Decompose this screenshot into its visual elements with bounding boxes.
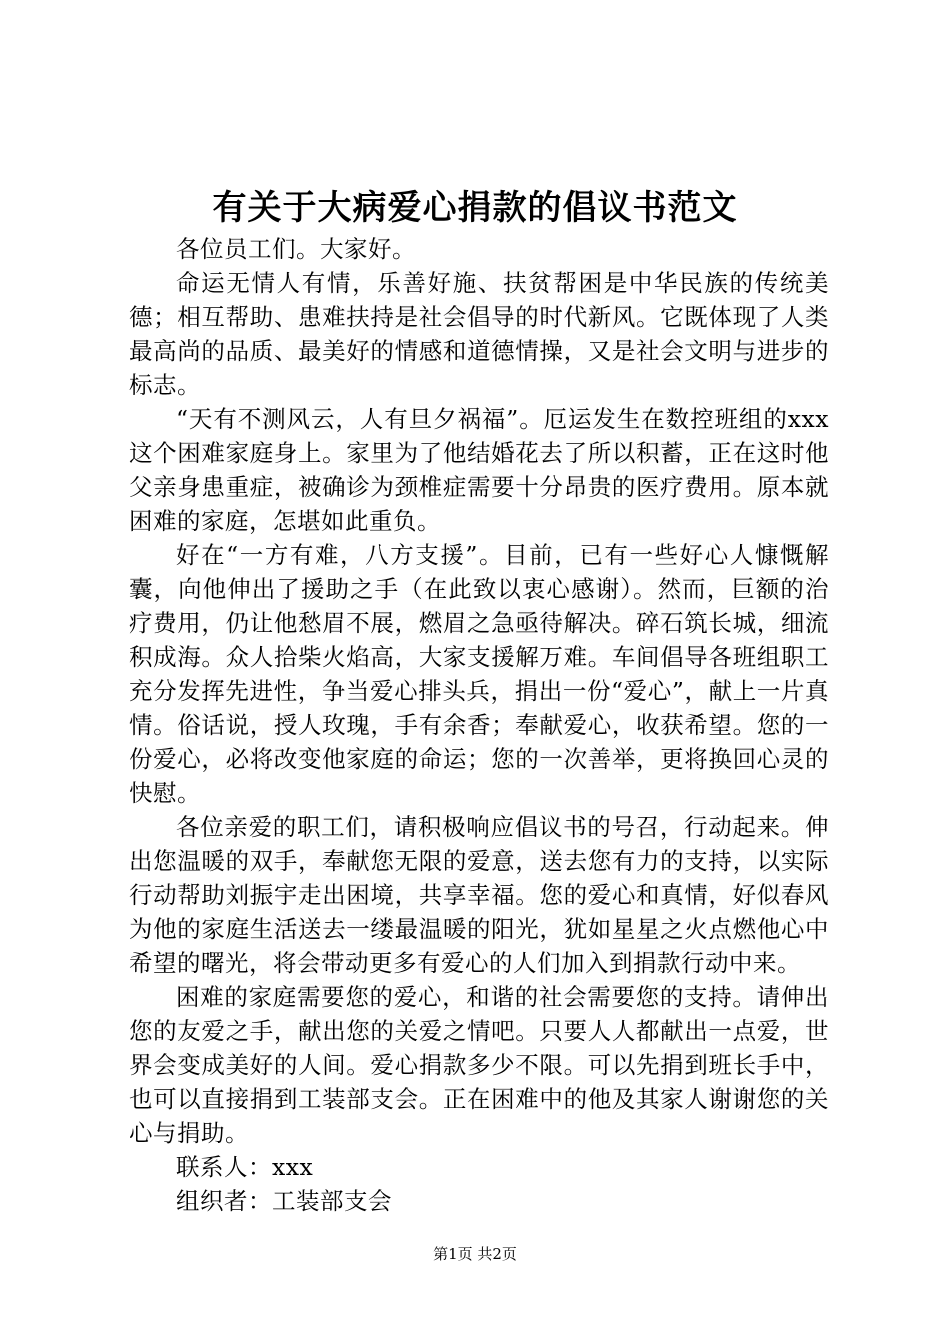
contact-line: 联系人：xxx — [176, 1153, 314, 1181]
page-footer: 第1页 共2页 — [433, 1245, 517, 1263]
body-paragraph: 困难的家庭需要您的爱心，和谐的社会需要您的支持。请伸出您的友爱之手，献出您的关爱之情吧。只要人人都献出一点爱，世界会变成美好的人间。爱心捐款多少不限。可以先捐到班长手中，也可以直接捐到工装部支会。正在困难中的他及其家人谢谢您的关心与捐助。 — [129, 983, 829, 1147]
body-paragraph: 各位亲爱的职工们，请积极响应倡议书的号召，行动起来。伸出您温暖的双手，奉献您无限的爱意，送去您有力的支持，以实际行动帮助刘振宇走出困境，共享幸福。您的爱心和真情，好似春风为他的家庭生活送去一缕最温暖的阳光，犹如星星之火点燃他心中希望的曙光，将会带动更多有爱心的人们加入到捐款行动中来。 — [129, 813, 829, 977]
body-paragraph: “天有不测风云，人有旦夕祸福”。厄运发生在数控班组的xxx这个困难家庭身上。家里为了他结婚花去了所以积蓄，正在这时他父亲身患重症，被确诊为颈椎症需要十分昂贵的医疗费用。原本就困难的家庭，怎堪如此重负。 — [129, 405, 829, 535]
body-paragraph: 命运无情人有情，乐善好施、扶贫帮困是中华民族的传统美德；相互帮助、患难扶持是社会倡导的时代新风。它既体现了人类最高尚的品质、最美好的情感和道德情操，又是社会文明与进步的标志。 — [129, 269, 829, 399]
document-body — [129, 232, 829, 1218]
document-title: 有关于大病爱心捐款的倡议书范文 — [212, 188, 738, 228]
body-paragraph: 好在“一方有难，八方支援”。目前，已有一些好心人慷慨解囊，向他伸出了援助之手（在此致以衷心感谢）。然而，巨额的治疗费用，仍让他愁眉不展，燃眉之急亟待解决。碎石筑长城，细流积成海。众人拾柴火焰高，大家支援解万难。车间倡导各班组职工充分发挥先进性，争当爱心排头兵，捐出一份“爱心”，献上一片真情。俗话说，授人玫瑰，手有余香；奉献爱心，收获希望。您的一份爱心，必将改变他家庭的命运；您的一次善举，更将换回心灵的快慰。 — [129, 541, 829, 807]
greeting-paragraph: 各位员工们。大家好。 — [176, 235, 416, 263]
organizer-line: 组织者：工装部支会 — [176, 1187, 392, 1215]
